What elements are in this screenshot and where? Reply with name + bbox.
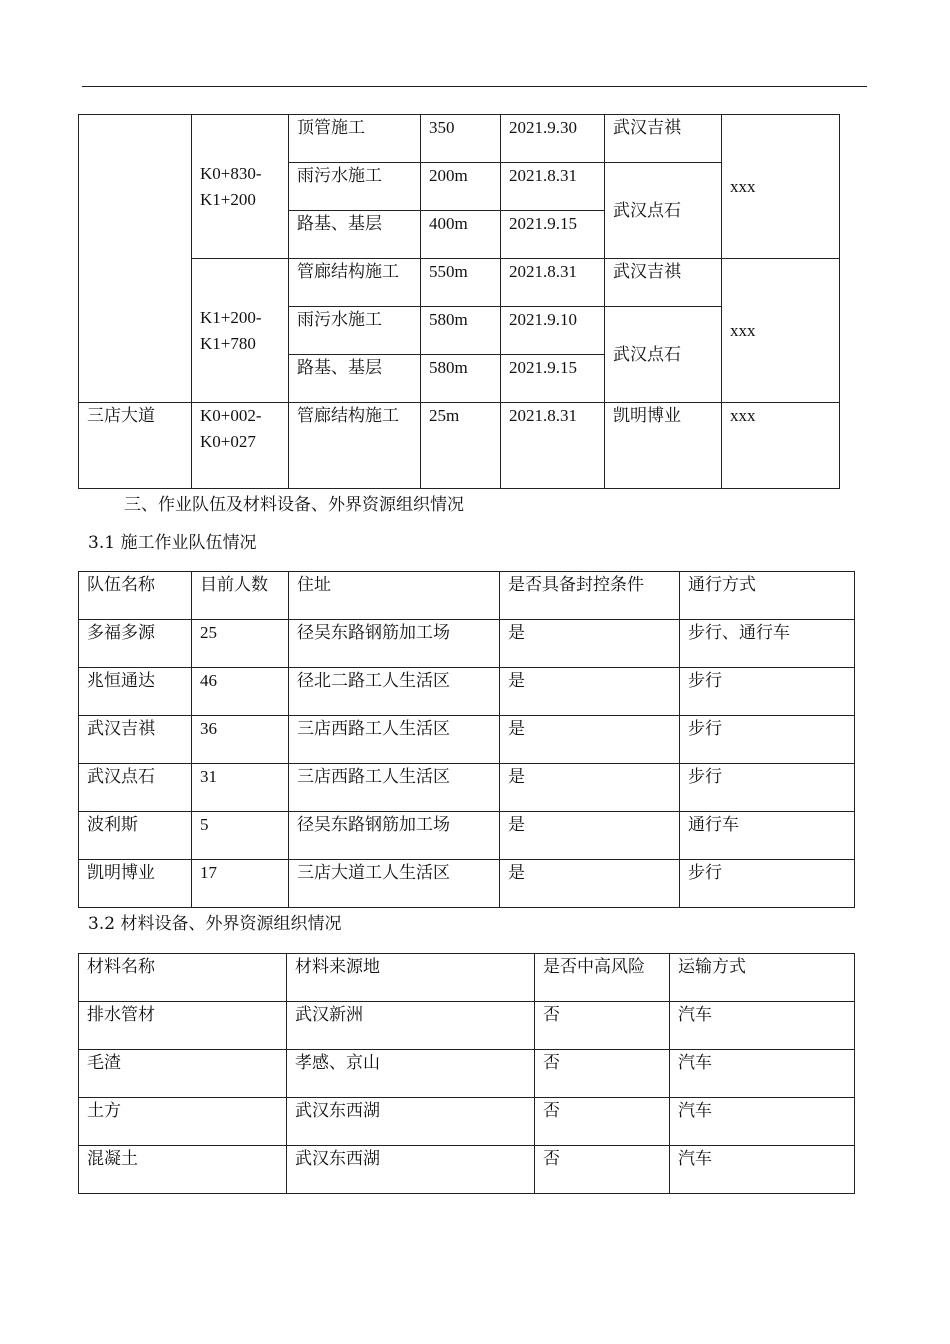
team-cell: 武汉吉祺	[605, 259, 722, 307]
column-header: 材料名称	[79, 954, 287, 1002]
schedule-table	[78, 114, 840, 489]
address-cell: 三店西路工人生活区	[289, 764, 500, 812]
table-row	[79, 716, 855, 764]
address-cell: 径北二路工人生活区	[289, 668, 500, 716]
date-cell: 2021.9.30	[501, 115, 605, 163]
contractor-cell: xxx	[722, 259, 840, 403]
material-name-cell: 土方	[79, 1098, 287, 1146]
lockdown-cell: 是	[500, 716, 680, 764]
table-header-row	[79, 954, 855, 1002]
date-cell: 2021.9.10	[501, 307, 605, 355]
transport-cell: 汽车	[670, 1098, 855, 1146]
team-name-cell: 凯明博业	[79, 860, 192, 908]
transport-cell: 汽车	[670, 1146, 855, 1194]
qty-cell: 25m	[421, 403, 501, 489]
table-row	[79, 1002, 855, 1050]
team-cell: 凯明博业	[605, 403, 722, 489]
column-header: 目前人数	[192, 572, 289, 620]
contractor-cell: xxx	[722, 115, 840, 259]
risk-cell: 否	[535, 1098, 670, 1146]
column-header: 队伍名称	[79, 572, 192, 620]
segment-cell: K0+830-K1+200	[192, 115, 289, 259]
table-row	[79, 259, 840, 307]
column-header: 住址	[289, 572, 500, 620]
qty-cell: 580m	[421, 307, 501, 355]
qty-cell: 350	[421, 115, 501, 163]
headcount-cell: 31	[192, 764, 289, 812]
work-cell: 路基、基层	[289, 355, 421, 403]
header-rule	[82, 86, 867, 87]
risk-cell: 否	[535, 1002, 670, 1050]
work-cell: 管廊结构施工	[289, 403, 421, 489]
headcount-cell: 25	[192, 620, 289, 668]
team-cell: 武汉点石	[605, 307, 722, 403]
team-name-cell: 武汉点石	[79, 764, 192, 812]
section-3-2-heading: 3.2 材料设备、外界资源组织情况	[88, 914, 342, 934]
transit-cell: 步行	[680, 764, 855, 812]
date-cell: 2021.8.31	[501, 403, 605, 489]
qty-cell: 550m	[421, 259, 501, 307]
table-row	[79, 1146, 855, 1194]
origin-cell: 武汉东西湖	[287, 1098, 535, 1146]
origin-cell: 孝感、京山	[287, 1050, 535, 1098]
table-row	[79, 620, 855, 668]
segment-cell: K0+002-K0+027	[192, 403, 289, 489]
lockdown-cell: 是	[500, 812, 680, 860]
lockdown-cell: 是	[500, 764, 680, 812]
date-cell: 2021.8.31	[501, 163, 605, 211]
transport-cell: 汽车	[670, 1050, 855, 1098]
lockdown-cell: 是	[500, 668, 680, 716]
column-header: 材料来源地	[287, 954, 535, 1002]
headcount-cell: 46	[192, 668, 289, 716]
work-cell: 顶管施工	[289, 115, 421, 163]
address-cell: 三店大道工人生活区	[289, 860, 500, 908]
section-3-1-heading: 3.1 施工作业队伍情况	[88, 533, 257, 553]
date-cell: 2021.9.15	[501, 211, 605, 259]
table-row	[79, 812, 855, 860]
work-cell: 雨污水施工	[289, 307, 421, 355]
road-cell	[79, 115, 192, 403]
table-row	[79, 860, 855, 908]
risk-cell: 否	[535, 1146, 670, 1194]
material-name-cell: 毛渣	[79, 1050, 287, 1098]
address-cell: 三店西路工人生活区	[289, 716, 500, 764]
transit-cell: 步行、通行车	[680, 620, 855, 668]
table-row	[79, 764, 855, 812]
work-cell: 管廊结构施工	[289, 259, 421, 307]
team-cell: 武汉点石	[605, 163, 722, 259]
date-cell: 2021.8.31	[501, 259, 605, 307]
team-cell: 武汉吉祺	[605, 115, 722, 163]
teams-table	[78, 571, 855, 908]
table-header-row	[79, 572, 855, 620]
team-name-cell: 兆恒通达	[79, 668, 192, 716]
transit-cell: 步行	[680, 668, 855, 716]
team-name-cell: 多福多源	[79, 620, 192, 668]
transit-cell: 步行	[680, 716, 855, 764]
materials-table	[78, 953, 855, 1194]
material-name-cell: 混凝土	[79, 1146, 287, 1194]
column-header: 是否中高风险	[535, 954, 670, 1002]
team-name-cell: 波利斯	[79, 812, 192, 860]
table-row	[79, 1098, 855, 1146]
contractor-cell: xxx	[722, 403, 840, 489]
segment-cell: K1+200-K1+780	[192, 259, 289, 403]
column-header: 通行方式	[680, 572, 855, 620]
work-cell: 路基、基层	[289, 211, 421, 259]
date-cell: 2021.9.15	[501, 355, 605, 403]
qty-cell: 200m	[421, 163, 501, 211]
table-row	[79, 1050, 855, 1098]
material-name-cell: 排水管材	[79, 1002, 287, 1050]
transit-cell: 通行车	[680, 812, 855, 860]
address-cell: 径吴东路钢筋加工场	[289, 812, 500, 860]
column-header: 运输方式	[670, 954, 855, 1002]
transit-cell: 步行	[680, 860, 855, 908]
road-cell: 三店大道	[79, 403, 192, 489]
section-3-heading: 三、作业队伍及材料设备、外界资源组织情况	[124, 495, 464, 515]
table-row	[79, 403, 840, 489]
lockdown-cell: 是	[500, 620, 680, 668]
lockdown-cell: 是	[500, 860, 680, 908]
work-cell: 雨污水施工	[289, 163, 421, 211]
qty-cell: 580m	[421, 355, 501, 403]
headcount-cell: 5	[192, 812, 289, 860]
transport-cell: 汽车	[670, 1002, 855, 1050]
origin-cell: 武汉新洲	[287, 1002, 535, 1050]
team-name-cell: 武汉吉祺	[79, 716, 192, 764]
qty-cell: 400m	[421, 211, 501, 259]
headcount-cell: 36	[192, 716, 289, 764]
origin-cell: 武汉东西湖	[287, 1146, 535, 1194]
column-header: 是否具备封控条件	[500, 572, 680, 620]
risk-cell: 否	[535, 1050, 670, 1098]
table-row	[79, 115, 840, 163]
address-cell: 径吴东路钢筋加工场	[289, 620, 500, 668]
table-row	[79, 668, 855, 716]
headcount-cell: 17	[192, 860, 289, 908]
